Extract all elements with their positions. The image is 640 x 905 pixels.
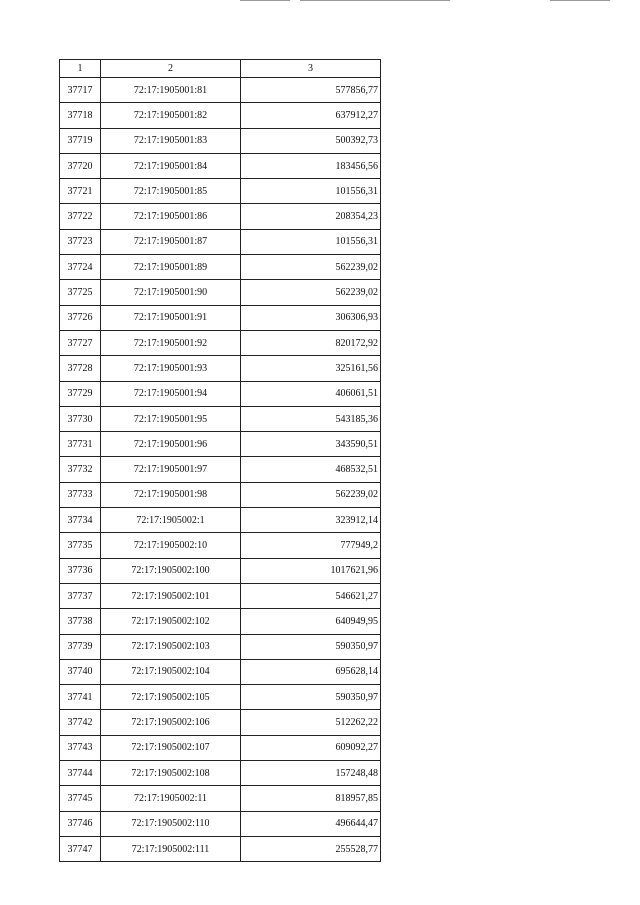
table-row bbox=[60, 204, 381, 229]
cadastral-number: 72:17:1905002:102 bbox=[101, 609, 241, 634]
row-number: 37747 bbox=[60, 836, 101, 861]
cadastral-value: 577856,77 bbox=[241, 78, 381, 103]
cadastral-value: 562239,02 bbox=[241, 255, 381, 280]
table-row bbox=[60, 103, 381, 128]
cadastral-number: 72:17:1905001:86 bbox=[101, 204, 241, 229]
table-row bbox=[60, 583, 381, 608]
cadastral-number: 72:17:1905002:11 bbox=[101, 786, 241, 811]
row-number: 37722 bbox=[60, 204, 101, 229]
cadastral-value: 820172,92 bbox=[241, 330, 381, 355]
table-row bbox=[60, 280, 381, 305]
cadastral-value: 562239,02 bbox=[241, 482, 381, 507]
row-number: 37744 bbox=[60, 761, 101, 786]
cadastral-value: 255528,77 bbox=[241, 836, 381, 861]
cadastral-value: 777949,2 bbox=[241, 533, 381, 558]
cadastral-number: 72:17:1905002:103 bbox=[101, 634, 241, 659]
table-row bbox=[60, 710, 381, 735]
row-number: 37720 bbox=[60, 153, 101, 178]
table-row bbox=[60, 533, 381, 558]
row-number: 37745 bbox=[60, 786, 101, 811]
table-row bbox=[60, 508, 381, 533]
row-number: 37729 bbox=[60, 381, 101, 406]
cadastral-value: 500392,73 bbox=[241, 128, 381, 153]
table-row bbox=[60, 381, 381, 406]
row-number: 37726 bbox=[60, 305, 101, 330]
cadastral-number: 72:17:1905002:104 bbox=[101, 659, 241, 684]
cadastral-value: 512262,22 bbox=[241, 710, 381, 735]
row-number: 37736 bbox=[60, 558, 101, 583]
cadastral-number: 72:17:1905002:10 bbox=[101, 533, 241, 558]
cadastral-value: 325161,56 bbox=[241, 356, 381, 381]
cadastral-number: 72:17:1905002:106 bbox=[101, 710, 241, 735]
cadastral-number: 72:17:1905001:98 bbox=[101, 482, 241, 507]
table-row bbox=[60, 432, 381, 457]
cadastral-value: 101556,31 bbox=[241, 179, 381, 204]
row-number: 37731 bbox=[60, 432, 101, 457]
cadastral-value: 343590,51 bbox=[241, 432, 381, 457]
row-number: 37723 bbox=[60, 229, 101, 254]
cadastral-number: 72:17:1905002:100 bbox=[101, 558, 241, 583]
cadastral-value: 543185,36 bbox=[241, 406, 381, 431]
cadastral-value: 157248,48 bbox=[241, 761, 381, 786]
cadastral-number: 72:17:1905002:107 bbox=[101, 735, 241, 760]
table-row bbox=[60, 179, 381, 204]
cadastral-number: 72:17:1905002:1 bbox=[101, 508, 241, 533]
cadastral-value: 609092,27 bbox=[241, 735, 381, 760]
row-number: 37733 bbox=[60, 482, 101, 507]
cadastral-value: 640949,95 bbox=[241, 609, 381, 634]
cadastral-value: 101556,31 bbox=[241, 229, 381, 254]
cadastral-value: 562239,02 bbox=[241, 280, 381, 305]
table-row bbox=[60, 836, 381, 861]
cadastral-value: 590350,97 bbox=[241, 634, 381, 659]
cadastral-number: 72:17:1905001:97 bbox=[101, 457, 241, 482]
table-row bbox=[60, 685, 381, 710]
cadastral-number: 72:17:1905001:94 bbox=[101, 381, 241, 406]
scan-mark bbox=[300, 0, 450, 1]
table-body bbox=[60, 78, 381, 862]
row-number: 37737 bbox=[60, 583, 101, 608]
row-number: 37717 bbox=[60, 78, 101, 103]
cadastral-value: 818957,85 bbox=[241, 786, 381, 811]
cadastral-value: 590350,97 bbox=[241, 685, 381, 710]
row-number: 37718 bbox=[60, 103, 101, 128]
scan-mark bbox=[240, 0, 290, 1]
row-number: 37740 bbox=[60, 659, 101, 684]
table-row bbox=[60, 558, 381, 583]
cadastral-value: 546621,27 bbox=[241, 583, 381, 608]
table-row bbox=[60, 457, 381, 482]
cadastral-value: 468532,51 bbox=[241, 457, 381, 482]
cadastral-number: 72:17:1905001:85 bbox=[101, 179, 241, 204]
table-header-row bbox=[60, 60, 381, 78]
cadastral-number: 72:17:1905001:82 bbox=[101, 103, 241, 128]
cadastral-number: 72:17:1905001:90 bbox=[101, 280, 241, 305]
row-number: 37728 bbox=[60, 356, 101, 381]
cadastral-value: 1017621,96 bbox=[241, 558, 381, 583]
row-number: 37739 bbox=[60, 634, 101, 659]
row-number: 37725 bbox=[60, 280, 101, 305]
cadastral-number: 72:17:1905001:95 bbox=[101, 406, 241, 431]
table-row bbox=[60, 128, 381, 153]
row-number: 37741 bbox=[60, 685, 101, 710]
cadastral-number: 72:17:1905002:108 bbox=[101, 761, 241, 786]
cadastral-number: 72:17:1905002:111 bbox=[101, 836, 241, 861]
table-row bbox=[60, 255, 381, 280]
cadastral-number: 72:17:1905002:110 bbox=[101, 811, 241, 836]
table-row bbox=[60, 634, 381, 659]
row-number: 37735 bbox=[60, 533, 101, 558]
cadastral-value: 183456,56 bbox=[241, 153, 381, 178]
row-number: 37721 bbox=[60, 179, 101, 204]
cadastral-value: 695628,14 bbox=[241, 659, 381, 684]
table-row bbox=[60, 761, 381, 786]
table-row bbox=[60, 229, 381, 254]
table-row bbox=[60, 153, 381, 178]
cadastral-value-table bbox=[59, 59, 381, 862]
scan-mark bbox=[550, 0, 610, 1]
table-row bbox=[60, 735, 381, 760]
row-number: 37734 bbox=[60, 508, 101, 533]
row-number: 37738 bbox=[60, 609, 101, 634]
row-number: 37732 bbox=[60, 457, 101, 482]
cadastral-number: 72:17:1905001:92 bbox=[101, 330, 241, 355]
table-row bbox=[60, 356, 381, 381]
row-number: 37719 bbox=[60, 128, 101, 153]
cadastral-value: 306306,93 bbox=[241, 305, 381, 330]
cadastral-number: 72:17:1905001:87 bbox=[101, 229, 241, 254]
cadastral-number: 72:17:1905002:101 bbox=[101, 583, 241, 608]
cadastral-value: 496644,47 bbox=[241, 811, 381, 836]
cadastral-number: 72:17:1905001:83 bbox=[101, 128, 241, 153]
cadastral-value: 637912,27 bbox=[241, 103, 381, 128]
table-row bbox=[60, 811, 381, 836]
table-row bbox=[60, 659, 381, 684]
table-row bbox=[60, 786, 381, 811]
row-number: 37743 bbox=[60, 735, 101, 760]
table-row bbox=[60, 305, 381, 330]
row-number: 37746 bbox=[60, 811, 101, 836]
cadastral-number: 72:17:1905002:105 bbox=[101, 685, 241, 710]
row-number: 37742 bbox=[60, 710, 101, 735]
row-number: 37730 bbox=[60, 406, 101, 431]
cadastral-value: 323912,14 bbox=[241, 508, 381, 533]
cadastral-number: 72:17:1905001:96 bbox=[101, 432, 241, 457]
table-row bbox=[60, 482, 381, 507]
table-row bbox=[60, 78, 381, 103]
cadastral-value: 208354,23 bbox=[241, 204, 381, 229]
cadastral-number: 72:17:1905001:91 bbox=[101, 305, 241, 330]
cadastral-value: 406061,51 bbox=[241, 381, 381, 406]
row-number: 37727 bbox=[60, 330, 101, 355]
row-number: 37724 bbox=[60, 255, 101, 280]
table-row bbox=[60, 406, 381, 431]
column-header-value: 3 bbox=[241, 60, 381, 78]
cadastral-number: 72:17:1905001:81 bbox=[101, 78, 241, 103]
cadastral-number: 72:17:1905001:84 bbox=[101, 153, 241, 178]
cadastral-number: 72:17:1905001:89 bbox=[101, 255, 241, 280]
table-row bbox=[60, 609, 381, 634]
column-header-cadastral-number: 2 bbox=[101, 60, 241, 78]
cadastral-number: 72:17:1905001:93 bbox=[101, 356, 241, 381]
table-row bbox=[60, 330, 381, 355]
column-header-number: 1 bbox=[60, 60, 101, 78]
